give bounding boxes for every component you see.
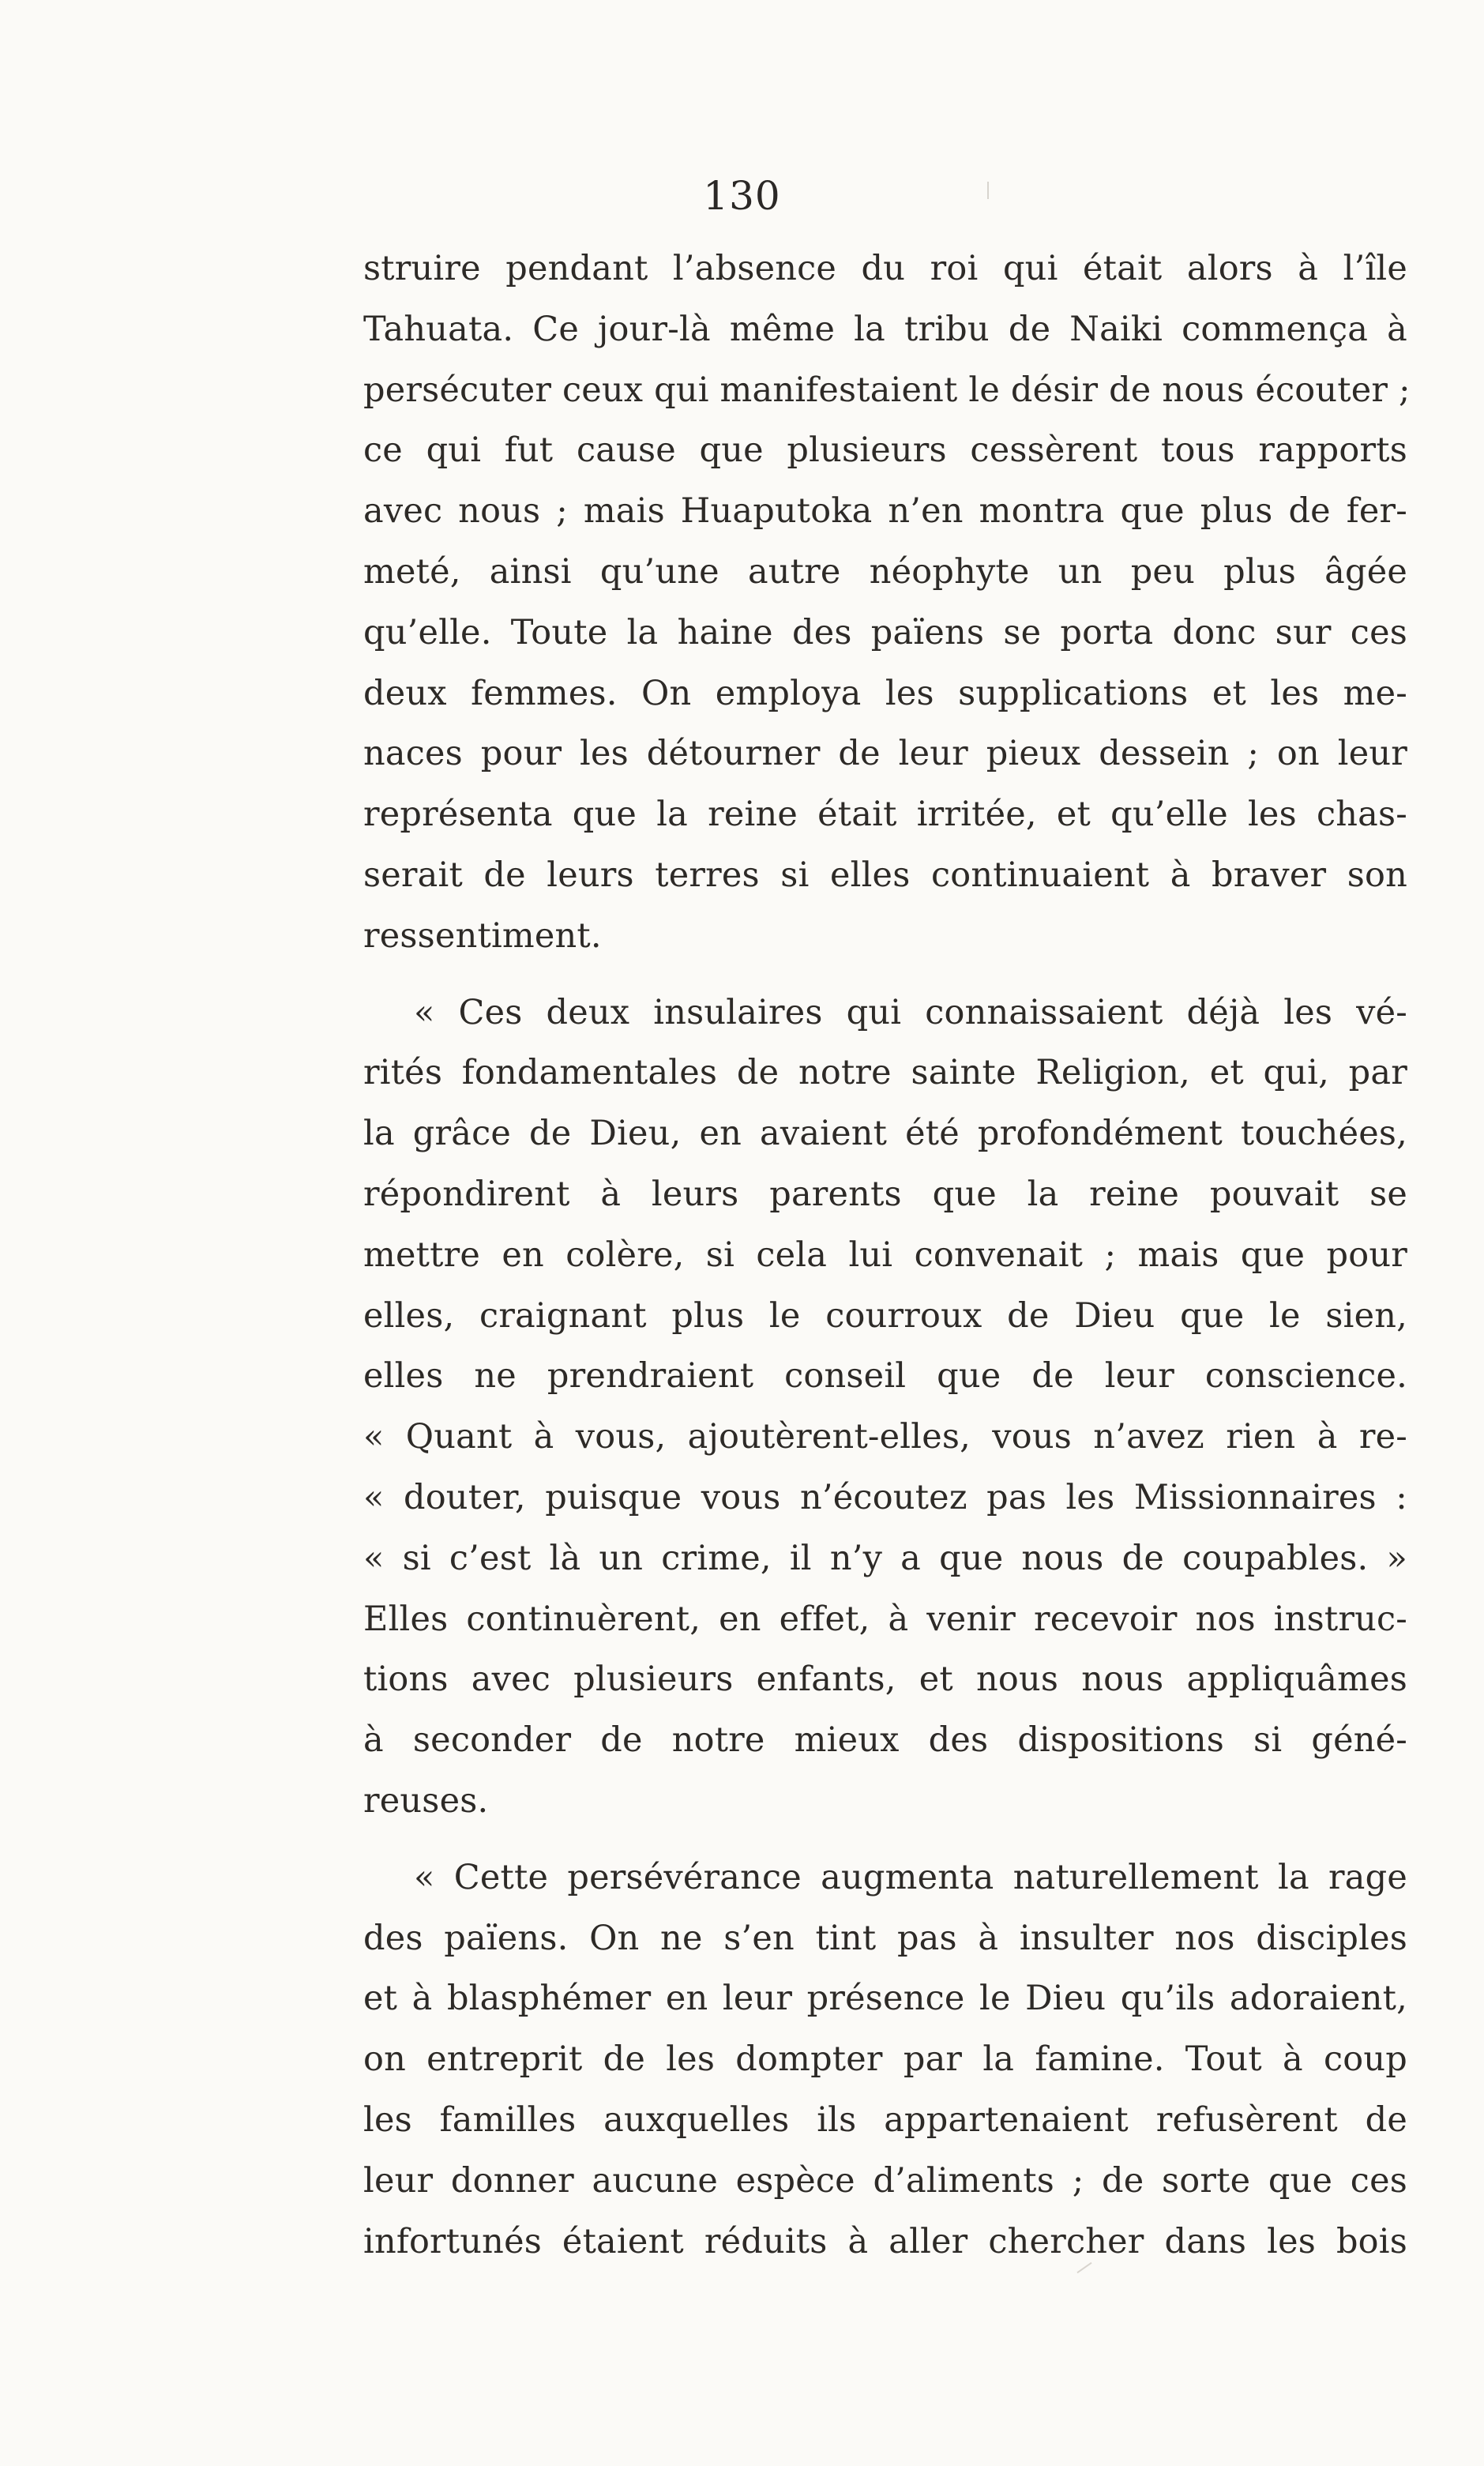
text-line: Tahuata. Ce jour-là même la tribu de Naiki commença à bbox=[363, 309, 1407, 349]
text-line: mettre en colère, si cela lui convenait ; mais que pour bbox=[363, 1235, 1407, 1275]
text-line: « Quant à vous, ajoutèrent-elles, vous n’avez rien à re- bbox=[363, 1417, 1407, 1457]
text-line: infortunés étaient réduits à aller chercher dans les bois bbox=[363, 2221, 1407, 2261]
text-line: meté, ainsi qu’une autre néophyte un peu plus âgée bbox=[363, 551, 1407, 592]
text-line: à seconder de notre mieux des dispositions si géné- bbox=[363, 1720, 1407, 1761]
text-line: reuses. bbox=[363, 1780, 489, 1821]
text-line: les familles auxquelles ils appartenaient refusèrent de bbox=[363, 2099, 1407, 2140]
text-line: Elles continuèrent, en effet, à venir recevoir nos instruc- bbox=[363, 1599, 1407, 1639]
text-line: elles ne prendraient conseil que de leur conscience. bbox=[363, 1356, 1407, 1397]
text-line: ressentiment. bbox=[363, 915, 602, 956]
text-line: on entreprit de les dompter par la famine. Tout à coup bbox=[363, 2039, 1407, 2080]
text-line: elles, craignant plus le courroux de Dieu que le sien, bbox=[363, 1295, 1407, 1336]
text-line: tions avec plusieurs enfants, et nous nous appliquâmes bbox=[363, 1660, 1407, 1700]
scan-mark bbox=[987, 182, 989, 199]
paragraph bbox=[363, 239, 1411, 967]
text-line: deux femmes. On employa les supplications et les me- bbox=[363, 673, 1407, 713]
paragraph bbox=[363, 1848, 1407, 2272]
text-line: leur donner aucune espèce d’aliments ; de sorte que ces bbox=[363, 2160, 1407, 2201]
text-line: répondirent à leurs parents que la reine pouvait se bbox=[363, 1174, 1407, 1214]
paragraph bbox=[363, 983, 1407, 1832]
text-line: « Ces deux insulaires qui connaissaient déjà les vé- bbox=[414, 992, 1407, 1032]
text-line: naces pour les détourner de leur pieux dessein ; on leur bbox=[363, 734, 1407, 774]
page-number: 130 bbox=[703, 173, 781, 219]
text-line: struire pendant l’absence du roi qui était alors à l’île bbox=[363, 249, 1407, 288]
text-line: avec nous ; mais Huaputoka n’en montra que plus de fer- bbox=[363, 491, 1407, 532]
text-line: ce qui fut cause que plusieurs cessèrent tous rapports bbox=[363, 430, 1407, 471]
text-line: la grâce de Dieu, en avaient été profondément touchées, bbox=[363, 1114, 1407, 1154]
text-line: rités fondamentales de notre sainte Religion, et qui, par bbox=[363, 1053, 1407, 1093]
text-line: « douter, puisque vous n’écoutez pas les Missionnaires : bbox=[363, 1477, 1407, 1517]
text-line: persécuter ceux qui manifestaient le désir de nous écouter ; bbox=[363, 370, 1411, 410]
paragraph-gap bbox=[363, 1832, 1407, 1848]
text-line: serait de leurs terres si elles continuaient à braver son bbox=[363, 855, 1407, 895]
text-line: des païens. On ne s’en tint pas à insulter nos disciples bbox=[363, 1918, 1407, 1958]
text-line: représenta que la reine était irritée, et qu’elle les chas- bbox=[363, 795, 1407, 835]
text-line: et à blasphémer en leur présence le Dieu qu’ils adoraient, bbox=[363, 1979, 1407, 2019]
paragraph-gap bbox=[363, 967, 1407, 983]
text-line: « Cette persévérance augmenta naturellement la rage bbox=[414, 1857, 1407, 1897]
text-line: qu’elle. Toute la haine des païens se porta donc sur ces bbox=[363, 612, 1407, 652]
body-text bbox=[363, 239, 1411, 2272]
text-line: « si c’est là un crime, il n’y a que nous de coupables. » bbox=[363, 1538, 1407, 1578]
